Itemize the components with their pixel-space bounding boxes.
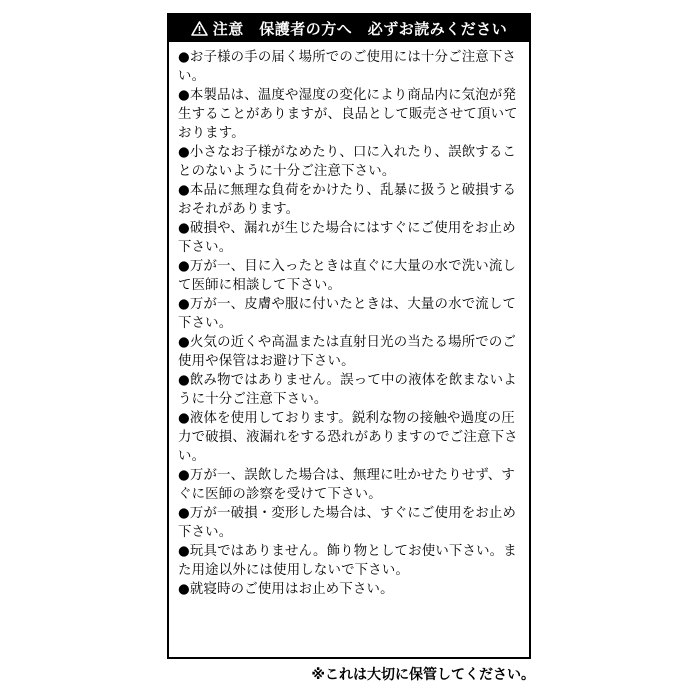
list-item: ●万が一破損・変形した場合は、すぐにご使用をお止め下さい。 — [178, 506, 517, 540]
caution-notice-box — [167, 13, 531, 659]
list-item: ●本製品は、温度や湿度の変化により商品内に気泡が発生することがありますが、良品として販売させて頂いております。 — [178, 88, 518, 141]
list-item: ●火気の近くや高温または直射日光の当たる場所でのご使用や保管はお避け下さい。 — [178, 335, 517, 369]
list-item: ●液体を使用しております。鋭利な物の接触や過度の圧力で破損、液漏れをする恐れがありますのでご注意下さい。 — [178, 411, 518, 464]
list-item: ●万が一、皮膚や服に付いたときは、大量の水で流して下さい。 — [178, 297, 517, 331]
list-item: ●就寝時のご使用はお止め下さい。 — [178, 582, 394, 597]
list-item: ●万が一、目に入ったときは直ぐに大量の水で洗い流して医師に相談して下さい。 — [178, 259, 517, 293]
caution-list — [169, 42, 529, 599]
warning-triangle-icon — [191, 21, 208, 36]
list-item: ●飲み物ではありません。誤って中の液体を飲まないように十分ご注意下さい。 — [178, 373, 517, 407]
list-item: ●小さなお子様がなめたり、口に入れたり、誤飲することのないように十分ご注意下さい。 — [178, 145, 517, 179]
list-item: ●本品に無理な負荷をかけたり、乱暴に扱うと破損するおそれがあります。 — [178, 183, 517, 217]
list-item: ●破損や、漏れが生じた場合にはすぐにご使用をお止め下さい。 — [178, 221, 516, 255]
list-item: ●お子様の手の届く場所でのご使用には十分ご注意下さい。 — [178, 50, 517, 84]
list-item: ●万が一、誤飲した場合は、無理に吐かせたりせず、すぐに医師の診察を受けて下さい。 — [178, 468, 515, 502]
notice-title: 注意 保護者の方へ 必ずお読みください — [212, 20, 508, 38]
list-item: ●玩具ではありません。飾り物としてお使い下さい。また用途以外には使用しないで下さい。 — [178, 544, 517, 578]
notice-header — [169, 15, 529, 42]
storage-note: ※これは大切に保管してください。 — [311, 667, 535, 683]
